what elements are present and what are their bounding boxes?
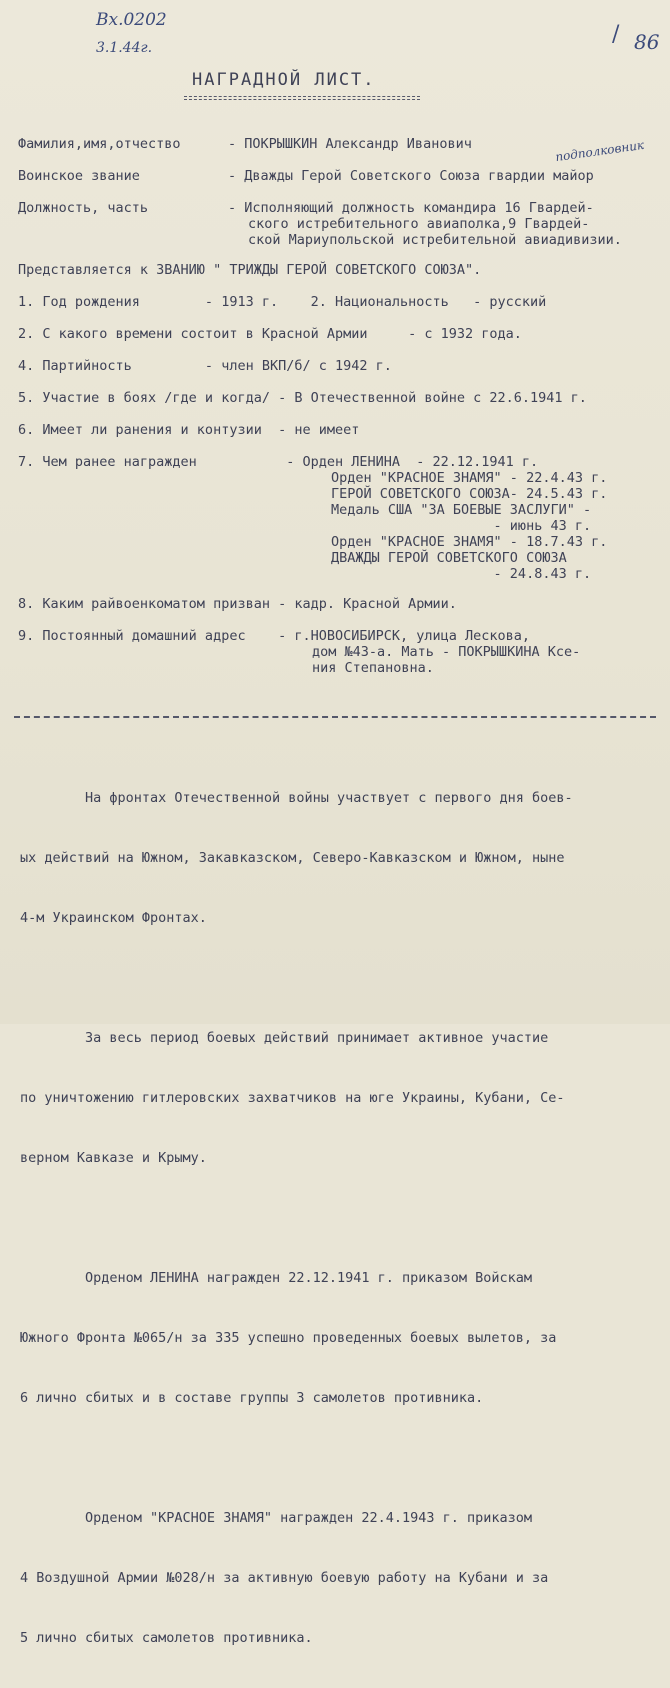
narrative-line: На фронтах Отечественной войны участвует с первого дня боев-	[20, 790, 573, 806]
narrative-line: Южного Фронта №065/н за 335 успешно проведенных боевых вылетов, за	[20, 1330, 557, 1346]
award-line: Медаль США "ЗА БОЕВЫЕ ЗАСЛУГИ" -	[331, 502, 592, 518]
rank-correction: подполковник	[554, 137, 645, 165]
narrative-line: Орденом "КРАСНОЕ ЗНАМЯ" награжден 22.4.1943 г. приказом	[20, 1510, 533, 1526]
slash-mark: /	[612, 22, 620, 47]
award-line: - 24.8.43 г.	[331, 566, 592, 582]
incoming-date: 3.1.44г.	[96, 40, 153, 56]
item-party: 4. Партийность - член ВКП/б/ с 1942 г.	[18, 358, 392, 374]
narrative-line	[20, 1448, 573, 1468]
narrative-line	[20, 968, 573, 988]
field-value-position-2: ского истребительного авиаполка,9 Гвардей-	[248, 216, 590, 232]
award-line: ГЕРОЙ СОВЕТСКОГО СОЮЗА- 24.5.43 г.	[331, 486, 608, 502]
item-battles: 5. Участие в боях /где и когда/ - В Отечественной войне с 22.6.1941 г.	[18, 390, 587, 406]
item-awards: 7. Чем ранее награжден - Орден ЛЕНИНА - 22.12.1941 г.	[18, 454, 539, 470]
narrative-line: ых действий на Южном, Закавказском, Северо-Кавказском и Южном, ныне	[20, 850, 565, 866]
title-underline-2	[184, 99, 420, 100]
narrative-line: 6 лично сбитых и в составе группы 3 самолетов противника.	[20, 1390, 484, 1406]
section-separator	[14, 716, 656, 718]
narrative-line: верном Кавказе и Крыму.	[20, 1150, 207, 1166]
item-birth-year: 1. Год рождения - 1913 г. 2. Национальность - русский	[18, 294, 547, 310]
field-value-name: - ПОКРЫШКИН Александр Иванович	[228, 136, 472, 152]
item-service-since: 2. С какого времени состоит в Красной Армии - с 1932 года.	[18, 326, 522, 342]
page-number: 86	[634, 30, 660, 54]
field-label-position: Должность, часть	[18, 200, 149, 216]
presented-line: Представляется к ЗВАНИЮ " ТРИЖДЫ ГЕРОЙ СОВЕТСКОГО СОЮЗА".	[18, 262, 482, 278]
field-label-rank: Воинское звание	[18, 168, 140, 184]
address-line: ния Степановна.	[312, 660, 434, 676]
item-address: 9. Постоянный домашний адрес - г.НОВОСИБИРСК, улица Лескова,	[18, 628, 531, 644]
narrative-text	[20, 748, 573, 1688]
award-line: ДВАЖДЫ ГЕРОЙ СОВЕТСКОГО СОЮЗА	[331, 550, 567, 566]
narrative-line: 4 Воздушной Армии №028/н за активную боевую работу на Кубани и за	[20, 1570, 549, 1586]
narrative-line: 4-м Украинском Фронтах.	[20, 910, 207, 926]
narrative-line: Орденом ЛЕНИНА награжден 22.12.1941 г. приказом Войскам	[20, 1270, 533, 1286]
narrative-line: 5 лично сбитых самолетов противника.	[20, 1630, 313, 1646]
address-line: дом №43-а. Мать - ПОКРЫШКИНА Ксе-	[312, 644, 581, 660]
award-line: - июнь 43 г.	[331, 518, 592, 534]
incoming-number: Вх.0202	[96, 10, 167, 30]
title-underline	[184, 96, 420, 97]
field-value-position-3: ской Мариупольской истребительной авиадивизии.	[248, 232, 622, 248]
narrative-line	[20, 1208, 573, 1228]
award-line: Орден "КРАСНОЕ ЗНАМЯ" - 22.4.43 г.	[331, 470, 608, 486]
field-label-name: Фамилия,имя,отчество	[18, 136, 181, 152]
field-value-position-1: - Исполняющий должность командира 16 Гвардей-	[228, 200, 594, 216]
document-title: НАГРАДНОЙ ЛИСТ.	[192, 70, 376, 90]
narrative-line: За весь период боевых действий принимает активное участие	[20, 1030, 549, 1046]
narrative-line: по уничтожению гитлеровских захватчиков на юге Украины, Кубани, Се-	[20, 1090, 565, 1106]
item-wounds: 6. Имеет ли ранения и контузии - не имеет	[18, 422, 360, 438]
item-enlistment: 8. Каким райвоенкоматом призван - кадр. Красной Армии.	[18, 596, 457, 612]
field-value-rank: - Дважды Герой Советского Союза гвардии майор	[228, 168, 594, 184]
award-line: Орден "КРАСНОЕ ЗНАМЯ" - 18.7.43 г.	[331, 534, 608, 550]
